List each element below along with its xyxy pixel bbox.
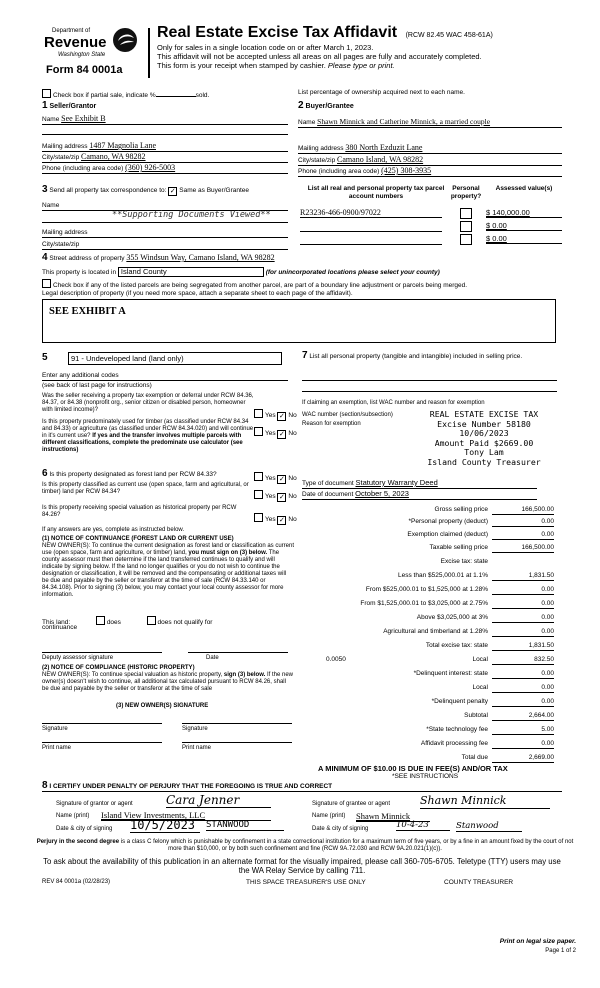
parcel-value[interactable]: $ 0.00 <box>486 221 562 231</box>
tax-row-label: Affidavit processing fee <box>420 740 488 747</box>
grantor-date[interactable]: 10/5/2023 <box>130 818 200 833</box>
tax-row-value[interactable]: 0.00 <box>492 740 554 749</box>
tax-row-value[interactable]: 2,669.00 <box>492 754 554 763</box>
header-note3: This form is your receipt when stamped by cashier. Please type or print. <box>157 61 395 70</box>
does-checkbox[interactable] <box>96 616 105 625</box>
personal-property-checkbox[interactable] <box>460 221 472 232</box>
assessor-date-label: Date <box>206 655 219 661</box>
buyer-name-row: Name Shawn Minnick and Catherine Minnick, a married couple <box>298 118 562 128</box>
current-use-no-checkbox[interactable]: ✓ <box>278 494 285 501</box>
seller-phone[interactable]: (360) 926-5003 <box>125 163 176 172</box>
q2-no-checkbox[interactable]: ✓ <box>278 431 285 438</box>
see-back-note: (see back of last page for instructions) <box>42 382 152 389</box>
parcel-number[interactable]: R23236-466-0900/97022 <box>300 208 442 218</box>
dept-line2: Revenue <box>44 34 107 51</box>
buyer-address[interactable]: 380 North Ezduzit Lane <box>345 143 423 152</box>
q1-no-checkbox[interactable]: ✓ <box>278 413 285 420</box>
wac-claim-note: If claiming an exemption, list WAC number and reason for exemption <box>302 400 485 406</box>
grantee-date[interactable]: 10-4-23 <box>396 820 450 831</box>
tax-row-label: *Delinquent penalty <box>431 698 488 705</box>
assessor-sig-label: Deputy assessor signature <box>42 655 114 661</box>
legal-description-label: Legal description of property (if you need more space, attach a separate sheet to each page of the affidavit). <box>42 290 353 297</box>
header-divider <box>148 28 150 78</box>
tax-row-label: Excise tax: state <box>440 558 488 565</box>
seller-heading: 1 Seller/Grantor <box>42 100 97 111</box>
grantee-sig-row: Signature of grantee or agent <box>312 801 391 807</box>
section3-heading: 3 Send all property tax correspondence to: ✓ Same as Buyer/Grantee <box>42 184 249 195</box>
tax-row-value[interactable]: 0.00 <box>492 518 554 527</box>
buyer-city-row: City/state/zip Camano Island, WA 98282 <box>298 156 562 166</box>
minimum-due-note: A MINIMUM OF $10.00 IS DUE IN FEE(S) AND/OR TAX <box>318 764 508 773</box>
current-use-yes-checkbox[interactable] <box>254 490 263 499</box>
tax-row-label: Local <box>472 656 488 663</box>
list-pct-note: List percentage of ownership acquired next to each name. <box>298 89 465 96</box>
doc-date[interactable]: October 5, 2023 <box>355 489 409 498</box>
tax-row-label: Total due <box>461 754 488 761</box>
wac-number-label: WAC number (section/subsection) <box>302 412 393 418</box>
tax-row-value[interactable]: 1,831.50 <box>492 642 554 651</box>
dept-line1: Department of <box>52 28 91 34</box>
land-use-select[interactable]: 91 - Undeveloped land (land only) <box>68 352 282 365</box>
tax-row-value[interactable]: 0.00 <box>492 698 554 707</box>
legal-paper-note: Print on legal size paper. <box>499 938 576 945</box>
tax-row-value[interactable]: 0.00 <box>492 586 554 595</box>
tax-row-value[interactable]: 166,500.00 <box>492 506 554 515</box>
header-note1: Only for sales in a single location code on or after March 1, 2023. <box>157 43 374 52</box>
parcel-number[interactable] <box>300 234 442 245</box>
tax-row-value[interactable]: 0.00 <box>492 531 554 540</box>
tax-row-label: Exemption claimed (deduct) <box>407 531 488 538</box>
buyer-heading: 2 Buyer/Grantee <box>298 100 354 111</box>
historic-yes-checkbox[interactable] <box>254 513 263 522</box>
header-note2: This affidavit will not be accepted unless all areas on all pages are fully and accurately completed. <box>157 52 482 61</box>
local-rate[interactable]: 0.0050 <box>326 656 346 663</box>
personal-property-checkbox[interactable] <box>460 234 472 245</box>
grantee-name[interactable]: Shawn Minnick <box>356 811 430 822</box>
grantee-city[interactable]: Stanwood <box>456 821 522 832</box>
section5-q2: Is this property predominately used for timber (as classified under RCW 84.34 and 84.33) or agriculture (as classified under RCW 84.34.020) and will continue in it's current use? If yes and the transfer involves multiple parcels with different classifications, complete the predominate use calculator (see instructions) <box>42 419 254 453</box>
section3-address-row: Mailing address <box>42 229 288 238</box>
certify-row: 8 I CERTIFY UNDER PENALTY OF PERJURY THAT THE FOREGOING IS TRUE AND CORRECT <box>42 782 562 792</box>
tax-row-label: *State technology fee <box>426 726 488 733</box>
revenue-logo-icon <box>110 26 140 54</box>
continuance-label: continuance <box>42 624 78 631</box>
notice2-body: NEW OWNER(S): To continue special valuation as historic property, sign (3) below. If the new owner(s) doesn't wish to continue, all additional tax calculated pursuant to RCW 84.26, shall be due and payable by the seller or transferor at the time of sale <box>42 672 293 692</box>
grantee-date-row: Date & city of signing <box>312 826 369 832</box>
parcels-col1-header: List all real and personal property tax parcel account numbers <box>307 185 445 200</box>
dept-line3: Washington State <box>58 52 106 58</box>
partial-pct-field[interactable] <box>156 96 196 97</box>
personal-property-line2 <box>302 391 557 392</box>
tax-row-label: Total excise tax: state <box>425 642 488 649</box>
section3-city-row: City/state/zip <box>42 241 288 250</box>
historic-no-checkbox[interactable]: ✓ <box>278 517 285 524</box>
notice2-title: (2) NOTICE OF COMPLIANCE (HISTORIC PROPERTY) <box>42 665 195 671</box>
seller-name[interactable]: See Exhibit B <box>61 114 106 123</box>
grantor-city[interactable]: STANWOOD <box>206 820 284 831</box>
treasurer-use-label: THIS SPACE TREASURER'S USE ONLY <box>246 879 366 886</box>
seller-name-line2 <box>42 134 288 135</box>
section5-q1-answer: Yes ✓ No <box>254 409 297 421</box>
tax-row-label: From $525,000.01 to $1,525,000 at 1.28% <box>365 586 488 593</box>
tax-row-value[interactable]: 1,831.50 <box>492 572 554 581</box>
doc-type[interactable]: Statutory Warranty Deed <box>355 478 438 487</box>
tax-row-value[interactable]: 0.00 <box>492 684 554 693</box>
section6-q1-answer: Yes ✓ No <box>254 472 297 484</box>
buyer-name[interactable]: Shawn Minnick and Catherine Minnick, a married couple <box>317 117 491 126</box>
section6-q3: Is this property receiving special valuation as historical property per RCW 84.26? <box>42 505 237 518</box>
section6-q2: Is this property classified as current use (open space, farm and agricultural, or timber) land per RCW 84.34? <box>42 482 249 495</box>
grantor-date-row: Date & city of signing <box>56 826 113 832</box>
rev-number: REV 84 0001a (02/28/23) <box>42 879 111 885</box>
reason-label: Reason for exemption <box>302 421 361 427</box>
tax-row-value[interactable]: 0.00 <box>492 600 554 609</box>
perjury-notice: Perjury in the second degree is a class C felony which is punishable by confinement in a state correctional institution for a maximum term of five years, or by a fine in an amount fixed by the court of not more than $10,000, or by both such confinement and fine (RCW 9A.72.030 and RCW 9A.20.021(1)(c)). <box>36 839 574 852</box>
buyer-phone[interactable]: (425) 308-3935 <box>381 166 432 175</box>
grantee-name-row: Name (print) <box>312 813 346 819</box>
seller-address-row: Mailing address 1487 Magnolia Lane <box>42 142 288 152</box>
personal-property-line1 <box>302 380 557 381</box>
parcels-col2-header: Personal property? <box>450 185 482 200</box>
this-land-row: This land: does does not qualify for <box>42 616 294 627</box>
county-row: This property is located in Island County (for unincorporated locations please select your county) <box>42 267 440 276</box>
doc-type-row: Type of document Statutory Warranty Deed <box>302 479 537 489</box>
tax-row-label: Subtotal <box>464 712 488 719</box>
assessor-date-line <box>188 652 288 653</box>
parcel-row <box>300 234 562 246</box>
see-instructions-note: *SEE INSTRUCTIONS <box>392 773 459 780</box>
seller-city-row: City/state/zip Camano, WA 98282 <box>42 153 288 163</box>
new-owner-sig-line1 <box>42 723 162 724</box>
parcel-row <box>300 221 562 233</box>
new-owner-print-line1 <box>42 742 162 743</box>
new-owner-print-label2: Print name <box>182 745 212 751</box>
segregated-checkbox[interactable] <box>42 279 51 288</box>
section3-name-row: Name <box>42 202 288 211</box>
grantee-signature[interactable]: Shawn Minnick <box>420 794 550 809</box>
parcel-row <box>300 208 562 220</box>
tax-row-value[interactable]: 832.50 <box>492 656 554 665</box>
grantor-signature[interactable]: Cara Jenner <box>166 793 271 808</box>
page-number: Page 1 of 2 <box>545 948 576 954</box>
tax-row-label: Above $3,025,000 at 3% <box>416 614 488 621</box>
section5-num: 5 <box>42 352 48 363</box>
dor-logo <box>40 24 144 74</box>
tax-row-value[interactable]: 166,500.00 <box>492 544 554 553</box>
street-address-row: 4 Street address of property 355 Windsun Way, Camano Island, WA 98282 <box>42 252 275 263</box>
buyer-city[interactable]: Camano Island, WA 98282 <box>337 155 424 164</box>
treasurer-receipt-stamp: REAL ESTATE EXCISE TAX Excise Number 58180 10/06/2023 Amount Paid $2669.00 Tony Lam Island County Treasurer <box>427 409 541 467</box>
seller-name-row: Name See Exhibit B <box>42 115 288 125</box>
tax-row-label: *Delinquent interest: state <box>413 670 488 677</box>
q1-yes-checkbox[interactable] <box>254 409 263 418</box>
section6-q2-answer: Yes ✓ No <box>254 490 297 502</box>
section7-text: 7 List all personal property (tangible and intangible) included in selling price. <box>302 350 523 361</box>
q2-yes-checkbox[interactable] <box>254 427 263 436</box>
section6-q3-answer: Yes ✓ No <box>254 513 297 525</box>
notice1-body: NEW OWNER(S): To continue the current designation as forest land or classification as current use (open space, farm and agriculture, or timber) land, you must sign on (3) below. The county assessor must then determine if the land transferred continues to qualify and will indicate by signing below. If the land no longer qualifies or you do not wish to continue the designation or classification, it will be removed and the compensating or additional taxes will be due and payable by the seller or transferor at the time of sale (RCW 84.33.140 or 84.34.108). Prior to signing (3) below, you may contact your local county assessor for more information. <box>42 543 294 598</box>
seller-address[interactable]: 1487 Magnolia Lane <box>89 141 156 150</box>
parcel-value[interactable]: $ 140,000.00 <box>486 208 562 218</box>
partial-sale-row: Check box if partial sale, indicate % sold. <box>42 89 209 100</box>
legal-description: SEE EXHIBIT A <box>49 306 126 317</box>
form-number: Form 84 0001a <box>46 64 123 76</box>
parcel-number[interactable] <box>300 221 442 232</box>
notice3-title: (3) NEW OWNER(S) SIGNATURE <box>116 703 209 709</box>
county-treasurer-label: COUNTY TREASURER <box>444 879 514 886</box>
header-title-block <box>157 24 577 70</box>
alt-format-notice: To ask about the availability of this publication in an alternate format for the visually impaired, please call 360-705-6705. Teletype (TTY) users may use the WA Relay Service by calling 711. <box>43 857 561 875</box>
section3-name-line2 <box>42 222 288 223</box>
forest-yes-checkbox[interactable] <box>254 472 263 481</box>
tax-row-value[interactable]: 0.00 <box>492 670 554 679</box>
section5-q1: Was the seller receiving a property tax exemption or deferral under RCW 84.36, 84.37, or 84.38 (nonprofit org., senior citizen or disabled person, homeowner with limited income)? <box>42 393 254 413</box>
notice1-title: (1) NOTICE OF CONTINUANCE (FOREST LAND OR CURRENT USE) <box>42 536 234 542</box>
supporting-docs-stamp: **Supporting Documents Viewed** <box>112 210 271 220</box>
parcel-value[interactable]: $ 0.00 <box>486 234 562 244</box>
form-rcw: (RCW 82.45 WAC 458-61A) <box>405 32 493 39</box>
legal-description-box[interactable] <box>42 299 556 343</box>
tax-row-value[interactable]: 0.00 <box>492 628 554 637</box>
seller-city[interactable]: Camano, WA 98282 <box>81 152 146 161</box>
new-owner-print-label1: Print name <box>42 745 72 751</box>
tax-row-label: Gross selling price <box>434 506 488 513</box>
forest-no-checkbox[interactable]: ✓ <box>278 476 285 483</box>
additional-codes-row: Enter any additional codes <box>42 372 288 381</box>
buyer-address-row: Mailing address 380 North Ezduzit Lane <box>298 144 562 154</box>
grantor-name[interactable]: Island View Investments, LLC <box>101 810 271 821</box>
personal-property-checkbox[interactable] <box>460 208 472 219</box>
section5-q2-answer: Yes ✓ No <box>254 427 297 439</box>
buyer-phone-row: Phone (including area code) (425) 308-3935 <box>298 167 562 177</box>
tax-row-label: Taxable selling price <box>429 544 488 551</box>
new-owner-sig-label1: Signature <box>42 726 68 732</box>
partial-sale-checkbox[interactable] <box>42 89 51 98</box>
tax-row-label: Agricultural and timberland at 1.28% <box>383 628 488 635</box>
doc-date-row: Date of document October 5, 2023 <box>302 490 537 500</box>
tax-row-value[interactable]: 2,664.00 <box>492 712 554 721</box>
same-as-buyer-checkbox[interactable]: ✓ <box>169 188 176 195</box>
tax-row-value[interactable]: 5.00 <box>492 726 554 735</box>
form-title: Real Estate Excise Tax Affidavit <box>157 24 398 41</box>
tax-row-value[interactable]: 0.00 <box>492 614 554 623</box>
grantor-name-row: Name (print) <box>56 813 90 819</box>
tax-row-label: From $1,525,000.01 to $3,025,000 at 2.75% <box>360 600 488 607</box>
new-owner-sig-label2: Signature <box>182 726 208 732</box>
assessor-sig-line <box>42 652 162 653</box>
parcels-col3-header: Assessed value(s) <box>495 185 553 192</box>
property-street[interactable]: 355 Windsun Way, Camano Island, WA 98282 <box>126 253 275 262</box>
county-select[interactable]: Island County <box>118 267 264 277</box>
tax-row-label: Less than $525,000.01 at 1.1% <box>398 572 488 579</box>
tax-row-label: *Personal property (deduct) <box>408 518 488 525</box>
seller-phone-row: Phone (including area code) (360) 926-5003 <box>42 164 288 174</box>
new-owner-print-line2 <box>182 742 292 743</box>
new-owner-sig-line2 <box>182 723 292 724</box>
segregated-row: Check box if any of the listed parcels are being segregated from another parcel, are part of a boundary line adjustment or parcels being merged. <box>42 279 572 290</box>
grantor-sig-row: Signature of grantor or agent <box>56 801 133 807</box>
does-not-checkbox[interactable] <box>147 616 156 625</box>
if-yes-note: If any answers are yes, complete as instructed below. <box>42 527 185 533</box>
section6-q1: 6 Is this property designated as forest land per RCW 84.33? <box>42 468 217 479</box>
tax-row-label: Local <box>472 684 488 691</box>
